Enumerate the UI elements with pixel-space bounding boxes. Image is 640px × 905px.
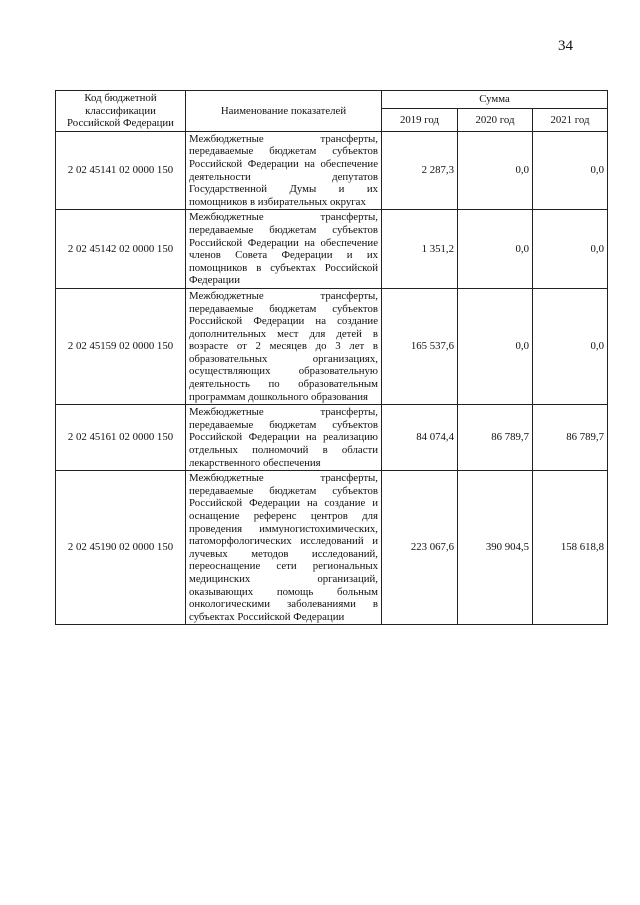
row-value-2019: 1 351,2 — [382, 210, 458, 289]
row-value-2021: 158 618,8 — [533, 471, 608, 625]
row-name: Межбюджетные трансферты, передаваемые бюджетам субъектов Российской Федерации на обеспечение деятельности депутатов Государственной Думы и их помощников в избирательных округах — [186, 131, 382, 210]
header-year-2019: 2019 год — [382, 109, 458, 131]
header-sum: Сумма — [382, 91, 608, 109]
row-value-2019: 165 537,6 — [382, 288, 458, 404]
budget-table — [55, 90, 608, 625]
row-value-2021: 0,0 — [533, 210, 608, 289]
row-code: 2 02 45141 02 0000 150 — [56, 131, 186, 210]
table-row — [56, 131, 608, 210]
row-code: 2 02 45159 02 0000 150 — [56, 288, 186, 404]
header-year-2020: 2020 год — [458, 109, 533, 131]
row-code: 2 02 45142 02 0000 150 — [56, 210, 186, 289]
row-name: Межбюджетные трансферты, передаваемые бюджетам субъектов Российской Федерации на создание и оснащение референс центров для проведения иммуногистохимических, патоморфологических исследований и лучевых методов исследований, переоснащение сети региональных медицинских организаций, оказывающих помощь больным онкологическими заболеваниями в субъектах Российской Федерации — [186, 471, 382, 625]
row-code: 2 02 45190 02 0000 150 — [56, 471, 186, 625]
row-value-2019: 2 287,3 — [382, 131, 458, 210]
header-year-2021: 2021 год — [533, 109, 608, 131]
row-value-2020: 0,0 — [458, 288, 533, 404]
header-row — [56, 91, 608, 109]
row-name: Межбюджетные трансферты, передаваемые бюджетам субъектов Российской Федерации на обеспечение членов Совета Федерации и их помощников в субъектах Российской Федерации — [186, 210, 382, 289]
row-value-2021: 0,0 — [533, 288, 608, 404]
row-value-2021: 0,0 — [533, 131, 608, 210]
row-name: Межбюджетные трансферты, передаваемые бюджетам субъектов Российской Федерации на создание дополнительных мест для детей в возрасте от 2 месяцев до 3 лет в образовательных организациях, осуществляющих образовательную деятельность по образовательным программам дошкольного образования — [186, 288, 382, 404]
row-value-2019: 223 067,6 — [382, 471, 458, 625]
table-row — [56, 471, 608, 625]
table-row — [56, 405, 608, 471]
row-value-2020: 86 789,7 — [458, 405, 533, 471]
row-value-2020: 390 904,5 — [458, 471, 533, 625]
row-value-2021: 86 789,7 — [533, 405, 608, 471]
header-name: Наименование показателей — [186, 91, 382, 132]
table-row — [56, 210, 608, 289]
row-value-2019: 84 074,4 — [382, 405, 458, 471]
table-row — [56, 288, 608, 404]
row-code: 2 02 45161 02 0000 150 — [56, 405, 186, 471]
page-number: 34 — [558, 38, 573, 54]
row-value-2020: 0,0 — [458, 131, 533, 210]
row-name: Межбюджетные трансферты, передаваемые бюджетам субъектов Российской Федерации на реализацию отдельных полномочий в области лекарственного обеспечения — [186, 405, 382, 471]
header-code: Код бюджетной классификации Российской Федерации — [56, 91, 186, 132]
row-value-2020: 0,0 — [458, 210, 533, 289]
